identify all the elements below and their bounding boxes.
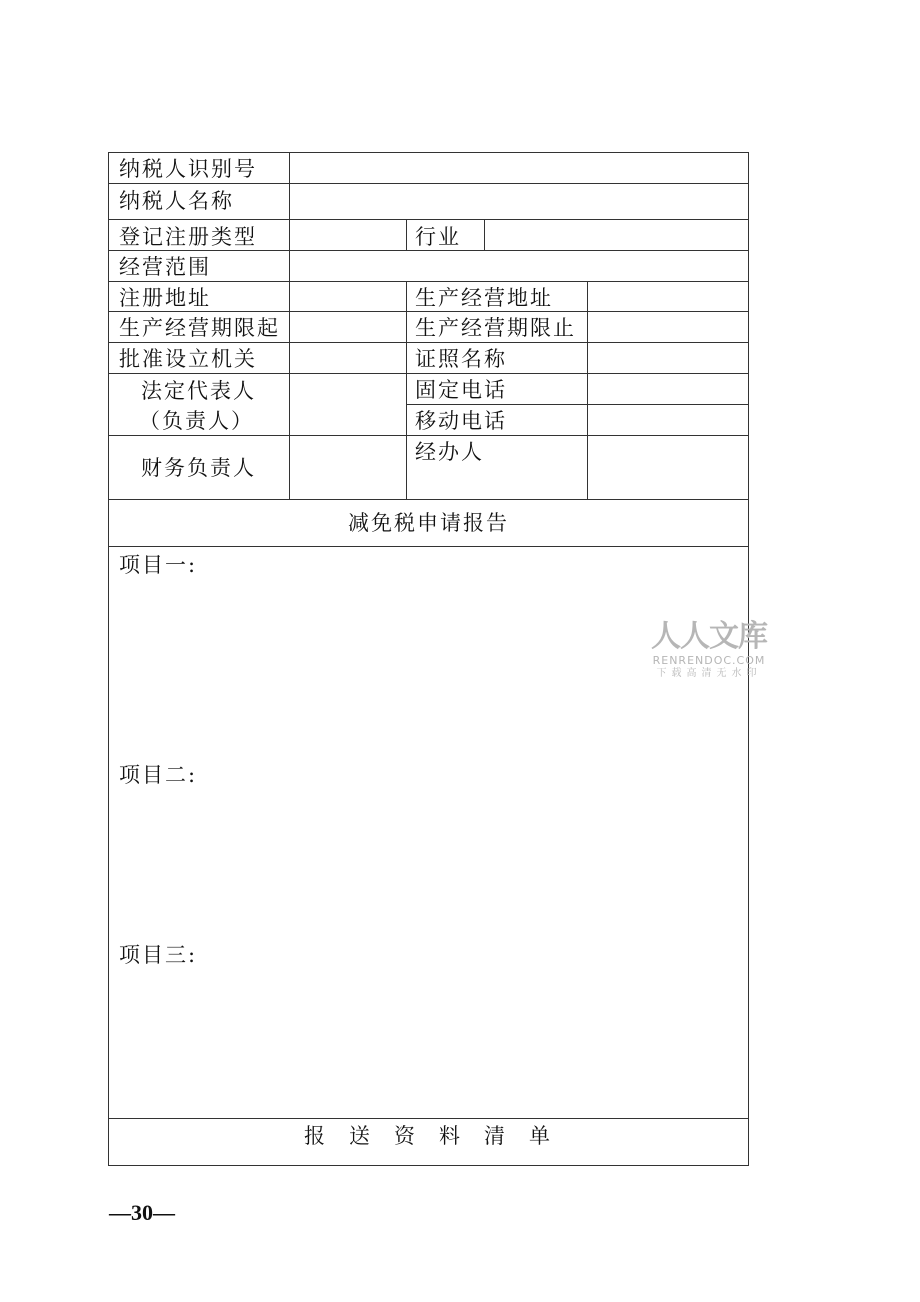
handler-label-cell xyxy=(406,435,588,500)
submission-list-title: 报送资料清单 xyxy=(304,1124,574,1148)
period-end-label-cell xyxy=(406,311,588,343)
report-title-cell xyxy=(108,499,749,547)
legal-rep-label-line2: （负责人） xyxy=(139,409,254,433)
registered-address-field[interactable] xyxy=(289,281,407,312)
finance-head-field[interactable] xyxy=(289,435,407,500)
industry-label: 行业 xyxy=(415,225,461,249)
registration-type-field[interactable] xyxy=(289,219,407,251)
industry-label-cell xyxy=(406,219,485,251)
period-start-label: 生产经营期限起 xyxy=(119,316,280,340)
business-scope-label-cell xyxy=(108,250,290,282)
business-scope-field[interactable] xyxy=(289,250,749,282)
watermark xyxy=(646,620,772,681)
page-number: —30— xyxy=(109,1200,175,1225)
approving-authority-label-cell xyxy=(108,342,290,374)
registered-address-label: 注册地址 xyxy=(119,286,211,310)
handler-field[interactable] xyxy=(587,435,749,500)
business-scope-label: 经营范围 xyxy=(119,255,211,279)
mobile-label: 移动电话 xyxy=(415,409,507,433)
mobile-label-cell xyxy=(406,404,588,436)
registered-address-label-cell xyxy=(108,281,290,312)
taxpayer-name-label-cell xyxy=(108,183,290,220)
taxpayer-id-field[interactable] xyxy=(289,152,749,184)
landline-label-cell xyxy=(406,373,588,405)
legal-rep-label-line1: 法定代表人 xyxy=(141,379,256,403)
production-address-label-cell xyxy=(406,281,588,312)
approving-authority-label: 批准设立机关 xyxy=(119,347,257,371)
license-name-field[interactable] xyxy=(587,342,749,374)
period-end-label: 生产经营期限止 xyxy=(415,316,576,340)
legal-rep-field[interactable] xyxy=(289,373,407,436)
watermark-brand: 人人文库 xyxy=(651,619,767,654)
project-three-label: 项目三: xyxy=(119,943,198,967)
period-end-field[interactable] xyxy=(587,311,749,343)
registration-type-label: 登记注册类型 xyxy=(119,225,257,249)
report-title: 减免税申请报告 xyxy=(348,511,509,535)
project-one-label: 项目一: xyxy=(119,553,198,577)
taxpayer-id-label-cell xyxy=(108,152,290,184)
finance-head-label: 财务负责人 xyxy=(141,456,256,480)
landline-field[interactable] xyxy=(587,373,749,405)
watermark-domain: RENRENDOC.COM xyxy=(652,654,766,667)
period-start-field[interactable] xyxy=(289,311,407,343)
registration-type-label-cell xyxy=(108,219,290,251)
watermark-tagline: 下载高清无水印 xyxy=(656,668,762,679)
finance-head-label-cell xyxy=(108,435,290,500)
legal-rep-label-cell xyxy=(108,373,290,436)
taxpayer-name-field[interactable] xyxy=(289,183,749,220)
project-two-label: 项目二: xyxy=(119,763,198,787)
landline-label: 固定电话 xyxy=(415,378,507,402)
production-address-label: 生产经营地址 xyxy=(415,286,553,310)
license-name-label-cell xyxy=(406,342,588,374)
production-address-field[interactable] xyxy=(587,281,749,312)
industry-field[interactable] xyxy=(484,219,749,251)
submission-list-title-cell xyxy=(108,1118,749,1166)
taxpayer-id-label: 纳税人识别号 xyxy=(119,157,257,181)
handler-label: 经办人 xyxy=(415,440,484,464)
taxpayer-name-label: 纳税人名称 xyxy=(119,189,234,213)
mobile-field[interactable] xyxy=(587,404,749,436)
period-start-label-cell xyxy=(108,311,290,343)
approving-authority-field[interactable] xyxy=(289,342,407,374)
license-name-label: 证照名称 xyxy=(415,347,507,371)
